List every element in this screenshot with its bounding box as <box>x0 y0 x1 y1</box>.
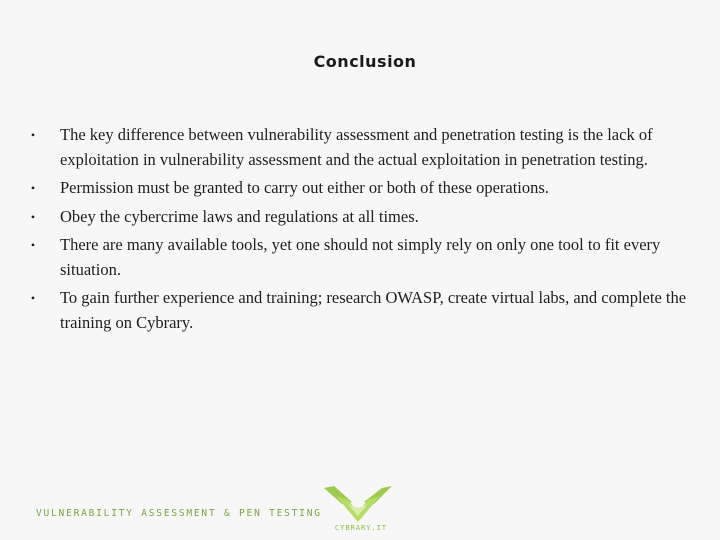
list-item <box>26 205 694 230</box>
cybrary-logo-icon <box>322 482 394 524</box>
bullet-icon: • <box>30 209 36 224</box>
bullet-text: To gain further experience and training; research OWASP, create virtual labs, and complete the training on Cybrary. <box>60 288 687 332</box>
bullet-text: Permission must be granted to carry out either or both of these operations. <box>60 178 549 197</box>
list-item <box>26 286 694 335</box>
list-item <box>26 123 694 172</box>
bullet-icon: • <box>30 181 36 195</box>
bullet-icon: • <box>30 291 36 305</box>
bullet-list <box>26 123 694 339</box>
footer-course-title: VULNERABILITY ASSESSMENT & PEN TESTING <box>36 508 322 519</box>
slide-title: Conclusion <box>313 52 417 71</box>
list-item <box>26 233 694 282</box>
bullet-icon: • <box>30 128 36 142</box>
list-item <box>26 176 694 201</box>
bullet-text: The key difference between vulnerability assessment and penetration testing is the lack of exploitation in vulnerability assessment and the actual exploitation in penetration testing. <box>60 125 653 169</box>
bullet-text: There are many available tools, yet one should not simply rely on only one tool to fit every situation. <box>60 235 661 279</box>
bullet-text: Obey the cybercrime laws and regulations at all times. <box>60 206 419 226</box>
bullet-icon: • <box>30 238 36 252</box>
cybrary-logo <box>318 482 398 538</box>
logo-text: CYBRARY.IT <box>334 524 388 532</box>
